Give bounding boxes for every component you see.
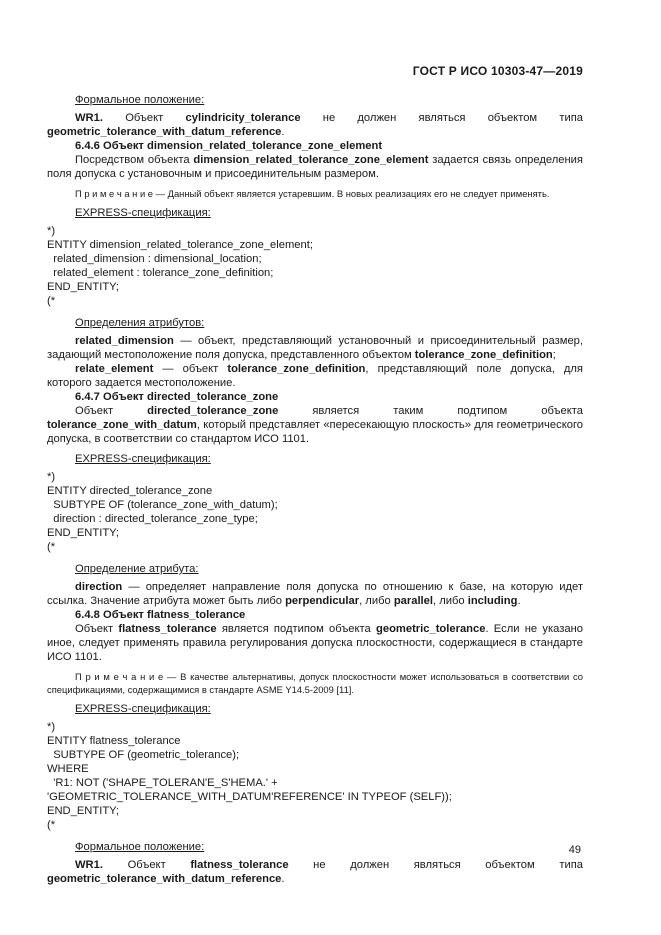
bold-term: tolerance_zone_with_datum [47,419,197,431]
text-run: задается связь определения поля допуска с установочным и присоединительным размером. [47,154,583,180]
section-6-4-6-paragraph [47,153,583,181]
bold-term: direction [75,581,123,593]
formal-statement-label: Формальное положение: [75,841,205,853]
bold-term: geometric_tolerance_with_datum_reference [47,873,282,885]
bold-term: tolerance_zone_definition [414,349,553,361]
text-run: , представляющий поле допуска, для которого задается местоположение. [47,363,583,389]
express-code-block: *) ENTITY directed_tolerance_zone SUBTYPE OF (tolerance_zone_with_datum); direction : directed_tolerance_zone_type; END_ENTITY; (* [47,471,278,553]
text-run: ; [552,349,556,361]
bold-term: tolerance_zone_definition [227,363,366,375]
text-run: Посредством объекта [75,154,194,166]
bold-term: WR1. [75,859,103,871]
attribute-related-dimension [47,334,583,362]
text-run: не должен являться объектом типа [288,859,583,871]
text-run: , либо [359,595,394,607]
section-6-4-6-note: П р и м е ч а н и е — Данный объект является устаревшим. В новых реализациях его не следует применять. [75,188,550,199]
express-spec-label: EXPRESS-спецификация: [75,453,211,465]
text-run: является таким подтипом объекта [278,405,583,417]
bold-term: parallel [393,595,433,607]
attribute-direction [47,580,583,608]
bold-term: geometric_tolerance_with_datum_reference [47,126,282,138]
bold-term: flatness_tolerance [118,623,217,635]
section-heading-6-4-8: 6.4.8 Объект flatness_tolerance [75,609,246,621]
attribute-definitions-label: Определения атрибутов: [75,317,205,329]
where-rule-wr1 [47,111,583,139]
text-run: — определяет направление поля допуска по отношению к базе, на которую идет ссылка. Значение атрибута может быть либо [47,581,583,607]
section-6-4-7-paragraph [47,404,583,446]
text-run: является подтипом объекта [216,623,377,635]
express-code-block: *) ENTITY flatness_tolerance SUBTYPE OF (geometric_tolerance); WHERE 'R1: NOT ('SHAPE_TOLERAN'E_S'HEMA.' + 'GEOMETRIC_TOLERANCE_WITH_DATUM'REFERENCE' IN TYPEOF (SELF)); END_ENTITY; (* [47,721,452,831]
bold-term: geometric_tolerance [376,623,486,635]
section-heading-6-4-7: 6.4.7 Объект directed_tolerance_zone [75,391,279,403]
section-heading-6-4-6: 6.4.6 Объект dimension_related_tolerance_zone_element [75,140,383,152]
section-6-4-8-paragraph [47,622,583,664]
text-run: . [281,126,285,138]
bold-term: flatness_tolerance [190,859,289,871]
bold-term: WR1. [75,112,103,124]
express-spec-label: EXPRESS-спецификация: [75,703,211,715]
bold-term: perpendicular [285,595,360,607]
bold-term: directed_tolerance_zone [147,405,279,417]
bold-term: dimension_related_tolerance_zone_element [193,154,429,166]
page-content [47,93,583,886]
standard-designation: ГОСТ Р ИСО 10303-47—2019 [412,64,583,78]
text-run: Объект [75,405,148,417]
bold-term: including [467,595,518,607]
bold-term: cylindricity_tolerance [185,112,301,124]
text-run: . [281,873,285,885]
text-run: . [517,595,521,607]
bold-term: relate_element [75,363,154,375]
page-number: 49 [568,844,581,856]
text-run: , который представляет «пересекающую плоскость» для геометрического допуска, в соответствии со стандартом ИСО 1101. [47,419,583,445]
where-rule-wr1 [47,858,583,886]
attribute-definition-label: Определение атрибута: [75,563,199,575]
express-spec-label: EXPRESS-спецификация: [75,207,211,219]
bold-term: related_dimension [75,335,174,347]
text-run: — объект, представляющий установочный и присоединительный размер, задающий местоположение поля допуска, представленного объектом [47,335,583,361]
text-run: . Если не указано иное, следует применять правила регулирования допуска плоскостности, содержащиеся в стандарте ИСО 1101. [47,623,583,663]
attribute-relate-element [47,362,583,390]
text-run: не должен являться объектом типа [300,112,583,124]
formal-statement-label: Формальное положение: [75,94,205,106]
text-run: Объект [102,112,186,124]
section-6-4-8-note: П р и м е ч а н и е — В качестве альтернативы, допуск плоскостности может использоваться в соответствии со спецификациями, содержащимися в стандарте ASME Y14.5-2009 [11]. [47,671,583,695]
text-run: , либо [433,595,468,607]
text-run: — объект [153,363,228,375]
text-run: Объект [75,623,119,635]
text-run: Объект [102,859,191,871]
express-code-block: *) ENTITY dimension_related_tolerance_zone_element; related_dimension : dimensional_location; related_element : tolerance_zone_definition; END_ENTITY; (* [47,225,313,307]
